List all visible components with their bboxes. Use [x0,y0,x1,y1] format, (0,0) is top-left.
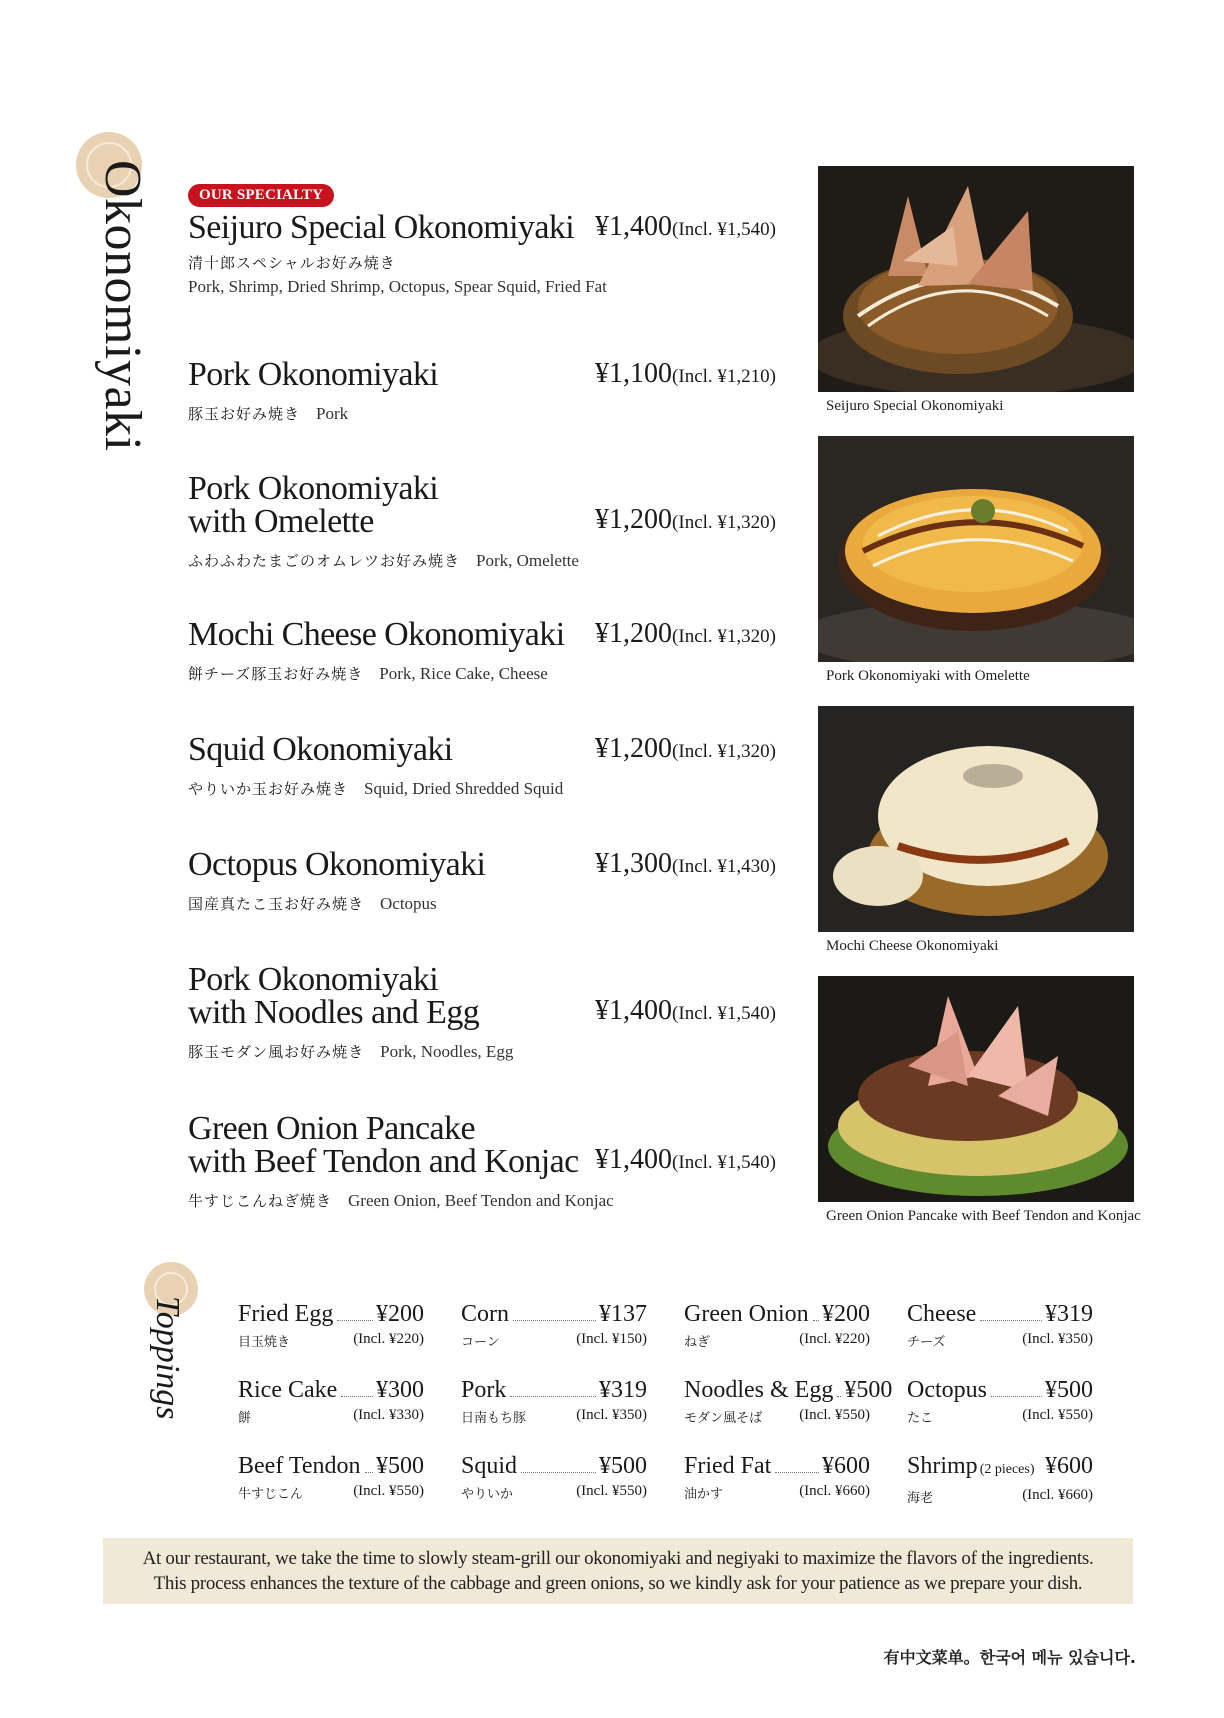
menu-item-green-onion-pancake [188,1112,776,1211]
photo-caption: Seijuro Special Okonomiyaki [826,398,1004,414]
topping-item: Corn ¥137 コーン (Incl. ¥150) [461,1301,647,1350]
note-line-2: This process enhances the texture of the cabbage and green onions, so we kindly ask for your patience as we prepare your dish. [153,1573,1083,1594]
topping-item: Fried Egg ¥200 目玉焼き (Incl. ¥220) [238,1301,424,1350]
topping-item: Octopus ¥500 たこ (Incl. ¥550) [907,1377,1093,1426]
item-description: 清十郎スペシャルお好み焼き [188,254,396,272]
menu-item-mochi-cheese [188,618,776,684]
item-price: ¥1,400(Incl. ¥1,540) [595,211,776,242]
language-menu-notice: 有中文菜单。한국어 메뉴 있습니다. [883,1648,1136,1667]
item-name-line2: with Beef Tendon and Konjac [188,1143,579,1180]
photo-pork-omelette [818,436,1134,662]
item-name: Green Onion Pancake [188,1110,475,1147]
menu-item-squid [188,733,776,799]
toppings-title: Toppings [149,1296,186,1420]
item-name: Octopus Okonomiyaki [188,846,486,883]
photo-mochi-cheese [818,706,1134,932]
photo-caption: Green Onion Pancake with Beef Tendon and Konjac [826,1208,1141,1224]
item-price: ¥1,100(Incl. ¥1,210) [595,358,776,389]
photo-caption: Mochi Cheese Okonomiyaki [826,938,999,954]
item-description: 豚玉お好み焼き Pork [188,404,349,423]
item-price: ¥1,300(Incl. ¥1,430) [595,848,776,879]
item-price: ¥1,200(Incl. ¥1,320) [595,733,776,764]
menu-item-seijuro-special [188,184,776,297]
item-name: Mochi Cheese Okonomiyaki [188,616,565,653]
topping-item: Pork ¥319 日南もち豚 (Incl. ¥350) [461,1377,647,1426]
item-name: Squid Okonomiyaki [188,731,453,768]
topping-item: Cheese ¥319 チーズ (Incl. ¥350) [907,1301,1093,1350]
topping-item: Squid ¥500 やりいか (Incl. ¥550) [461,1453,647,1502]
item-price: ¥1,400(Incl. ¥1,540) [595,995,776,1026]
item-name: Pork Okonomiyaki [188,961,439,998]
item-description: ふわふわたまごのオムレツお好み焼き Pork, Omelette [188,551,579,570]
item-price: ¥1,200(Incl. ¥1,320) [595,504,776,535]
menu-item-pork [188,358,776,424]
topping-item: Beef Tendon ¥500 牛すじこん (Incl. ¥550) [238,1453,424,1502]
item-description: 餅チーズ豚玉お好み焼き Pork, Rice Cake, Cheese [188,664,548,683]
item-description: 豚玉モダン風お好み焼き Pork, Noodles, Egg [188,1042,514,1061]
topping-item: Rice Cake ¥300 餅 (Incl. ¥330) [238,1377,424,1426]
menu-item-octopus [188,848,776,914]
topping-item: Fried Fat ¥600 油かす (Incl. ¥660) [684,1453,870,1502]
item-ingredients: Pork, Shrimp, Dried Shrimp, Octopus, Spear Squid, Fried Fat [188,277,607,296]
photo-seijuro-special [818,166,1134,392]
item-name-line2: with Omelette [188,503,374,540]
preparation-note [103,1538,1133,1604]
item-name: Pork Okonomiyaki [188,470,439,507]
item-name: Seijuro Special Okonomiyaki [188,209,575,246]
topping-item: Shrimp (2 pieces) ¥600 海老 (Incl. ¥660) [907,1453,1093,1506]
photo-green-onion-pancake [818,976,1134,1202]
item-description: やりいか玉お好み焼き Squid, Dried Shredded Squid [188,779,564,798]
item-price: ¥1,400(Incl. ¥1,540) [595,1144,776,1175]
item-description: 牛すじこんねぎ焼き Green Onion, Beef Tendon and Konjac [188,1191,614,1210]
item-name: Pork Okonomiyaki [188,356,439,393]
item-price: ¥1,200(Incl. ¥1,320) [595,618,776,649]
item-description: 国産真たこ玉お好み焼き Octopus [188,894,437,913]
menu-item-pork-omelette [188,472,776,571]
menu-item-pork-noodles-egg [188,963,776,1062]
topping-item: Noodles & Egg ¥500 モダン風そば (Incl. ¥550) [684,1377,893,1426]
specialty-badge: OUR SPECIALTY [188,184,334,207]
topping-item: Green Onion ¥200 ねぎ (Incl. ¥220) [684,1301,870,1350]
section-title: Okonomiyaki [94,160,151,452]
note-line-1: At our restaurant, we take the time to slowly steam-grill our okonomiyaki and negiyaki to maximize the flavors of the ingredients. [142,1548,1094,1569]
item-name-line2: with Noodles and Egg [188,994,480,1031]
photo-caption: Pork Okonomiyaki with Omelette [826,668,1030,684]
